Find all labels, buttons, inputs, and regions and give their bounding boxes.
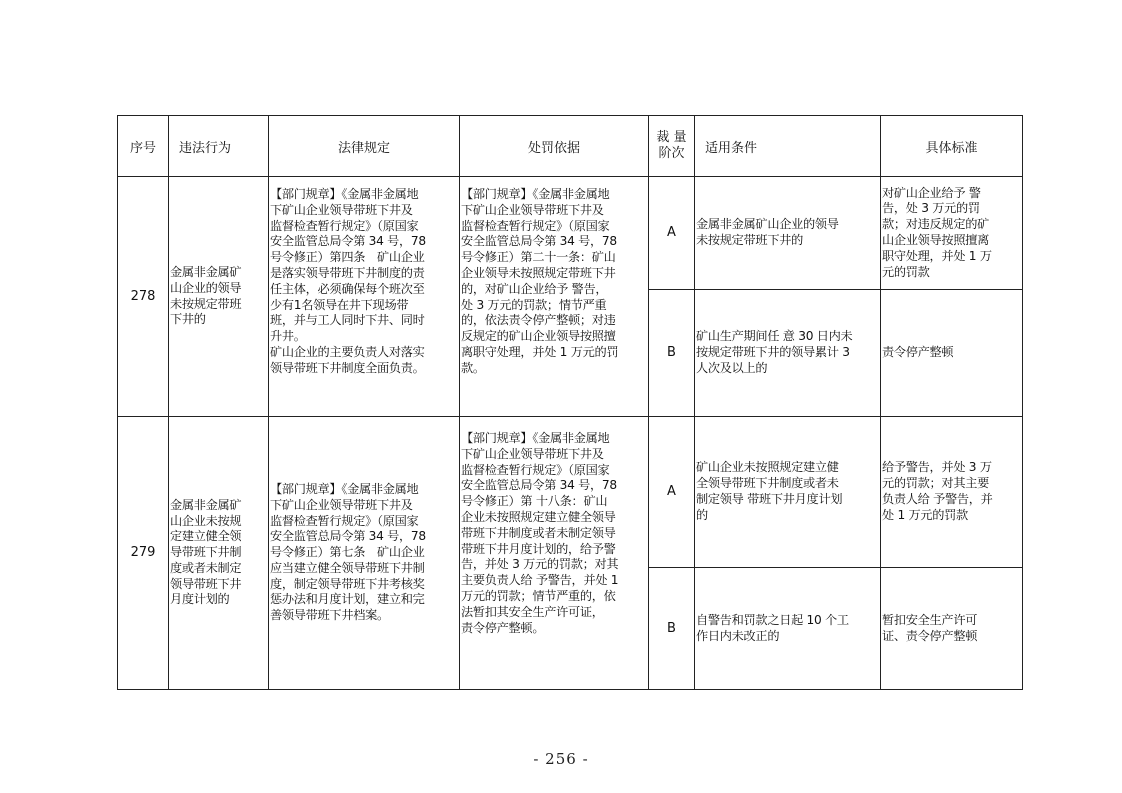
text-line: 下矿山企业领导带班下井及 — [270, 497, 413, 512]
page-number: - 256 - — [533, 750, 589, 768]
text-line: 企业未按照规定建立健全领导 — [461, 509, 616, 524]
text-line: 元的罚款 — [882, 264, 930, 279]
text-line: 山企业未按规 — [170, 513, 242, 528]
text-line: 领导带班下井制度全面负责。 — [270, 360, 425, 375]
text-line: 号令修正）第 十八条：矿山 — [461, 494, 608, 509]
text-line: 定建立健全领 — [170, 529, 242, 544]
text-line: 下矿山企业领导带班下井及 — [270, 202, 413, 217]
header-seq: 序号 — [118, 116, 169, 177]
condition-cell — [695, 568, 881, 690]
condition-cell — [695, 417, 881, 568]
header-level-line1: 裁 量 — [656, 130, 687, 145]
level-a: A — [649, 417, 695, 568]
text-line: 号令修正）第七条 矿山企业 — [270, 545, 425, 560]
text-line: 责令停产整顿 — [882, 345, 954, 360]
text-line: 按规定带班下井的领导累计 3 — [696, 345, 850, 360]
standard-cell — [881, 177, 1023, 290]
header-cond-label: 适用条件 — [705, 140, 758, 156]
violation-cell — [169, 417, 269, 690]
text-line: 下井的 — [170, 312, 206, 327]
header-specific-standard: 具体标准 — [881, 116, 1023, 177]
text-line: 矿山企业的主要负责人对落实 — [270, 344, 425, 359]
text-line: 的，依法责令停产整顿；对违 — [461, 313, 616, 328]
header-violation — [169, 116, 269, 177]
table-row — [118, 177, 1023, 290]
level-b: B — [649, 290, 695, 417]
text-line: 自警告和罚款之日起 10 个工 — [696, 612, 849, 627]
text-line: 矿山生产期间任 意 30 日内未 — [696, 329, 853, 344]
text-line: 应当建立健全领导带班下井制 — [270, 560, 425, 575]
text-line: 【部门规章】《金属非金属地 — [461, 187, 610, 201]
legal-provision-cell — [269, 177, 460, 417]
violation-cell — [169, 177, 269, 417]
table-row — [118, 417, 1023, 568]
text-line: 监督检查暂行规定》（原国家 — [270, 513, 419, 528]
condition-cell — [695, 177, 881, 290]
text-line: 安全监管总局令第 34 号，78 — [270, 234, 426, 249]
text-line: 【部门规章】《金属非金属地 — [270, 481, 419, 496]
penalty-basis-cell — [460, 417, 649, 690]
text-line: 万元的罚款；情节严重的，依 — [461, 588, 616, 603]
text-line: 领导带班下井 — [170, 576, 242, 591]
text-line: 的，对矿山企业给予 警告， — [461, 281, 608, 296]
text-line: 号令修正）第四条 矿山企业 — [270, 250, 425, 265]
text-line: 惩办法和月度计划，建立和完 — [270, 592, 425, 607]
text-line: 任主体，必须确保每个班次至 — [270, 281, 425, 296]
text-line: 安全监管总局令第 34 号，78 — [461, 234, 617, 249]
header-penalty-basis: 处罚依据 — [460, 116, 649, 177]
text-line: 山企业领导按照擅离 — [882, 233, 989, 247]
text-line: 未按规定带班下井的 — [696, 233, 803, 247]
text-line: 善领导带班下井档案。 — [270, 608, 389, 623]
text-line: 全领导带班下井制度或者未 — [696, 476, 839, 491]
text-line: 带班下井月度计划的，给予警 — [461, 541, 616, 556]
standard-cell — [881, 568, 1023, 690]
header-legal-provision: 法律规定 — [269, 116, 460, 177]
legal-provision-cell — [269, 417, 460, 690]
penalty-standards-table — [117, 115, 1023, 690]
text-line: 给予警告，并处 3 万 — [882, 460, 992, 475]
text-line: 法暂扣其安全生产许可证， — [461, 604, 604, 619]
text-line: 反规定的矿山企业领导按照擅 — [461, 329, 616, 344]
text-line: 款；对违反规定的矿 — [882, 217, 989, 232]
text-line: 作日内未改正的 — [696, 628, 780, 643]
text-line: 监督检查暂行规定》（原国家 — [461, 462, 610, 477]
condition-cell — [695, 290, 881, 417]
text-line: 证、责令停产整顿 — [882, 628, 978, 643]
text-line: 金属非金属矿山企业的领导 — [696, 217, 839, 232]
text-line: 暂扣安全生产许可 — [882, 612, 978, 627]
text-line: 主要负责人给 予警告，并处 1 — [461, 573, 619, 588]
text-line: 下矿山企业领导带班下井及 — [461, 202, 604, 217]
text-line: 处 3 万元的罚款；情节严重 — [461, 297, 607, 312]
table-header-row — [118, 116, 1023, 177]
text-line: 导带班下井制 — [170, 545, 242, 560]
level-a: A — [649, 177, 695, 290]
text-line: 人次及以上的 — [696, 360, 768, 375]
text-line: 安全监管总局令第 34 号，78 — [270, 529, 426, 544]
header-applicable-conditions — [695, 116, 881, 177]
text-line: 度，制定领导带班下井考核奖 — [270, 576, 425, 591]
text-line: 【部门规章】《金属非金属地 — [461, 431, 610, 445]
text-line: 安全监管总局令第 34 号，78 — [461, 478, 617, 493]
standard-cell — [881, 290, 1023, 417]
text-line: 带班下井制度或者未制定领导 — [461, 525, 616, 540]
row-seq: 279 — [118, 417, 169, 690]
text-line: 是落实领导带班下井制度的责 — [270, 265, 425, 280]
text-line: 负责人给 予警告，并 — [882, 492, 993, 506]
text-line: 对矿山企业给予 警 — [882, 185, 981, 200]
text-line: 山企业的领导 — [170, 280, 242, 295]
text-line: 少有1名领导在井下现场带 — [270, 297, 409, 312]
text-line: 告，并处 3 万元的罚款；对其 — [461, 557, 619, 572]
text-line: 号令修正）第二十一条：矿山 — [461, 250, 616, 265]
text-line: 矿山企业未按照规定建立健 — [696, 460, 839, 475]
header-violation-label: 违法行为 — [179, 140, 232, 156]
text-line: 的 — [696, 507, 708, 522]
text-line: 【部门规章】《金属非金属地 — [270, 187, 419, 201]
header-level-line2: 阶次 — [658, 146, 685, 161]
text-line: 处 1 万元的罚款 — [882, 507, 968, 522]
text-line: 企业领导未按照规定带班下井 — [461, 265, 616, 280]
text-line: 职守处理，并处 1 万 — [882, 248, 992, 263]
text-line: 告，处 3 万元的罚 — [882, 201, 980, 216]
header-discretion-level — [649, 116, 695, 177]
text-line: 下矿山企业领导带班下井及 — [461, 446, 604, 461]
text-line: 金属非金属矿 — [170, 497, 242, 512]
text-line: 度或者未制定 — [170, 560, 242, 575]
text-line: 款。 — [461, 360, 485, 375]
standard-cell — [881, 417, 1023, 568]
text-line: 责令停产整顿。 — [461, 620, 545, 635]
text-line: 月度计划的 — [170, 592, 230, 607]
text-line: 元的罚款；对其主要 — [882, 476, 989, 491]
level-b: B — [649, 568, 695, 690]
text-line: 升井。 — [270, 329, 306, 344]
text-line: 监督检查暂行规定》（原国家 — [270, 218, 419, 233]
text-line: 离职守处理，并处 1 万元的罚 — [461, 344, 619, 359]
text-line: 监督检查暂行规定》（原国家 — [461, 218, 610, 233]
text-line: 制定领导 带班下井月度计划 — [696, 492, 843, 506]
row-seq: 278 — [118, 177, 169, 417]
text-line: 班，并与工人同时下井、同时 — [270, 313, 425, 328]
text-line: 未按规定带班 — [170, 296, 242, 311]
penalty-basis-cell — [460, 177, 649, 417]
text-line: 金属非金属矿 — [170, 264, 242, 279]
